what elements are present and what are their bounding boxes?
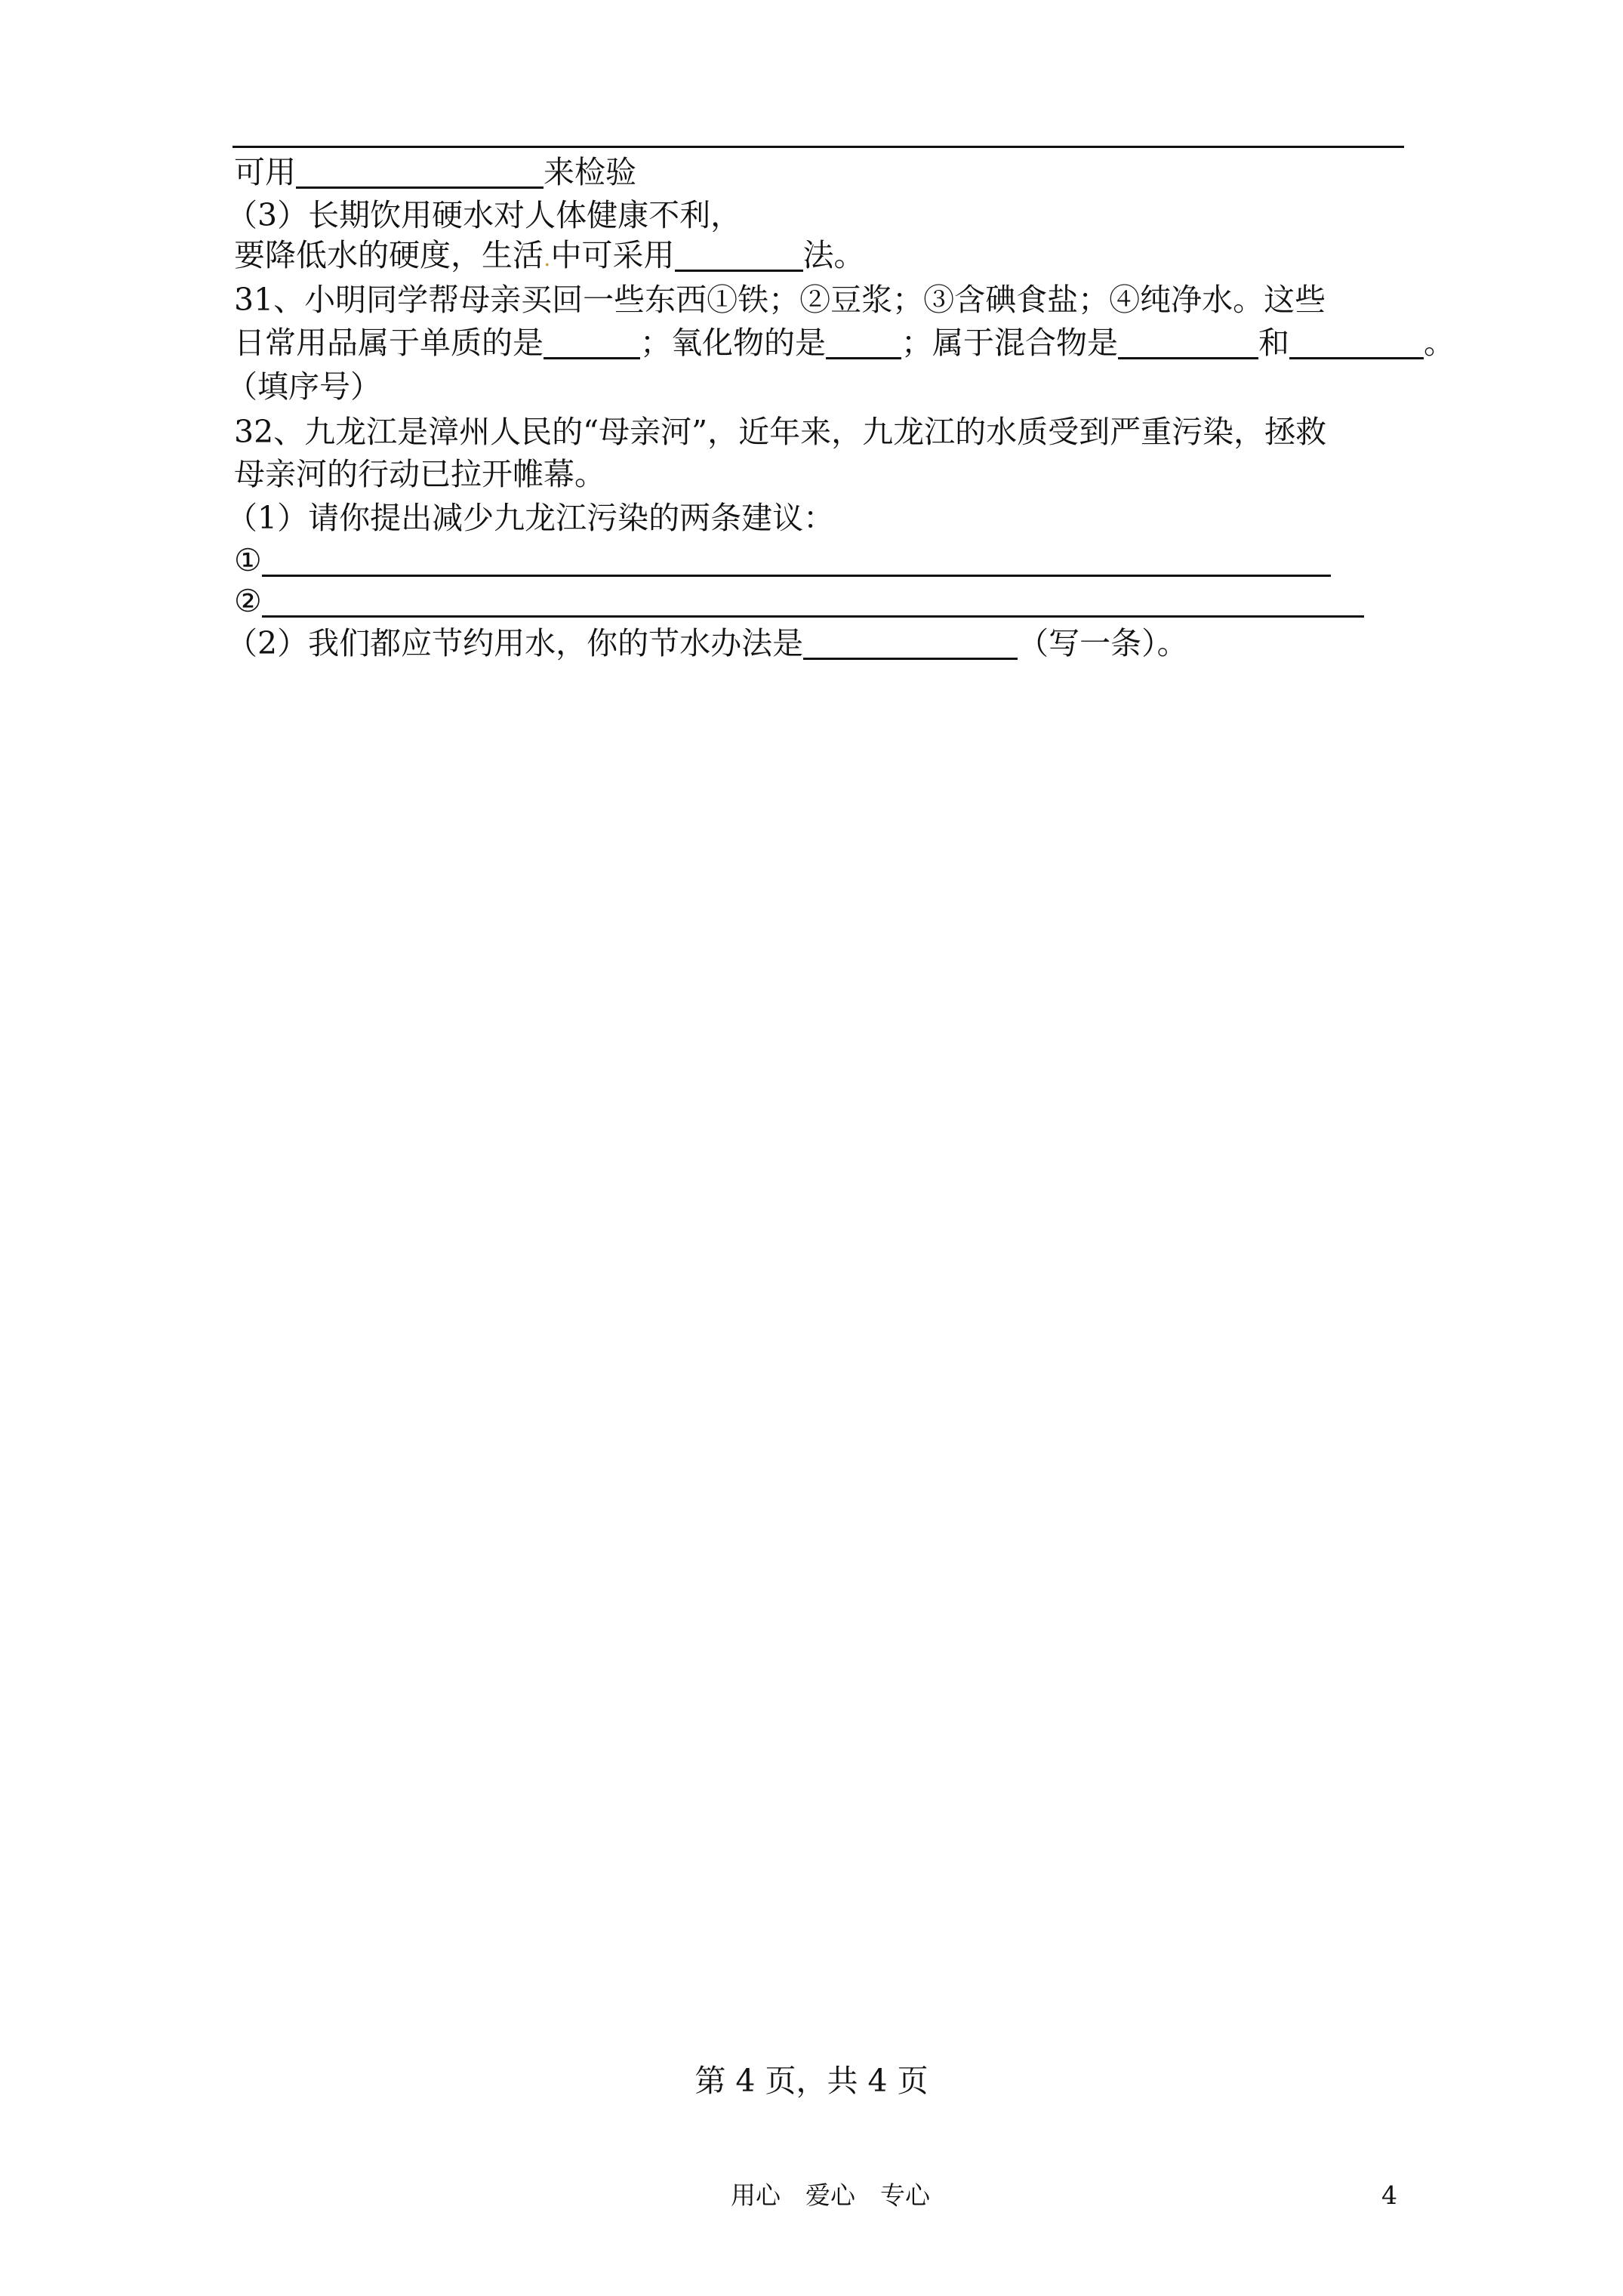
q30-part3-line2 xyxy=(234,234,865,276)
q31-line1: 31、小明同学帮母亲买回一些东西①铁；②豆浆；③含碘食盐；④纯净水。这些 xyxy=(234,282,1326,318)
q32-suggestion-1-blank[interactable] xyxy=(262,541,1331,577)
q30-part3-line1: （3）长期饮用硬水对人体健康不利， xyxy=(226,197,742,233)
q30-part3-mid: 中可采用 xyxy=(550,237,675,273)
top-divider-line xyxy=(233,146,1404,148)
q30-test-line xyxy=(234,151,636,193)
q32-line2: 母亲河的行动已拉开帷幕。 xyxy=(234,456,605,492)
q30-test-blank[interactable] xyxy=(296,153,544,189)
q32-item1-marker: ① xyxy=(234,542,262,578)
q32-part2-prefix: （2）我们都应节约用水，你的节水办法是 xyxy=(226,625,804,661)
q31-element-label: 日常用品属于单质的是 xyxy=(234,325,544,361)
q31-element-blank[interactable] xyxy=(544,324,640,359)
q32-part1: （1）请你提出减少九龙江污染的两条建议： xyxy=(226,500,835,536)
q31-oxide-blank[interactable] xyxy=(826,324,901,359)
q31-mixture-blank-1[interactable] xyxy=(1118,324,1258,359)
q30-test-prefix: 可用 xyxy=(234,154,296,190)
decorative-dot: . xyxy=(544,245,551,272)
q30-part3-prefix: 要降低水的硬度，生活 xyxy=(234,237,544,273)
q32-item2-marker: ② xyxy=(234,583,262,619)
q31-and-label: 和 xyxy=(1258,325,1289,361)
q32-part2-suffix: （写一条）。 xyxy=(1018,625,1188,661)
q32-part2-line xyxy=(226,622,1188,664)
q32-water-saving-blank[interactable] xyxy=(803,624,1018,660)
q31-mixture-label: ；属于混合物是 xyxy=(901,325,1118,361)
q31-mixture-blank-2[interactable] xyxy=(1289,324,1424,359)
q31-line3: （填序号） xyxy=(226,368,381,405)
q31-oxide-label: ；氧化物的是 xyxy=(640,325,826,361)
q31-line2 xyxy=(234,322,1455,364)
page-indicator: 第 4 页，共 4 页 xyxy=(694,2063,929,2099)
q32-suggestion-2-line xyxy=(234,580,1364,622)
q30-test-suffix: 来检验 xyxy=(544,154,636,190)
footer-motto: 用心 爱心 专心 xyxy=(731,2180,930,2210)
footer-page-number: 4 xyxy=(1381,2180,1397,2210)
q32-suggestion-2-blank[interactable] xyxy=(262,582,1364,618)
q31-period: 。 xyxy=(1424,325,1455,361)
q30-part3-suffix: 法。 xyxy=(802,237,865,273)
q32-suggestion-1-line xyxy=(234,539,1331,581)
q30-softening-method-blank[interactable] xyxy=(675,236,803,272)
q32-line1: 32、九龙江是漳州人民的“母亲河”，近年来，九龙江的水质受到严重污染，拯救 xyxy=(234,414,1327,450)
